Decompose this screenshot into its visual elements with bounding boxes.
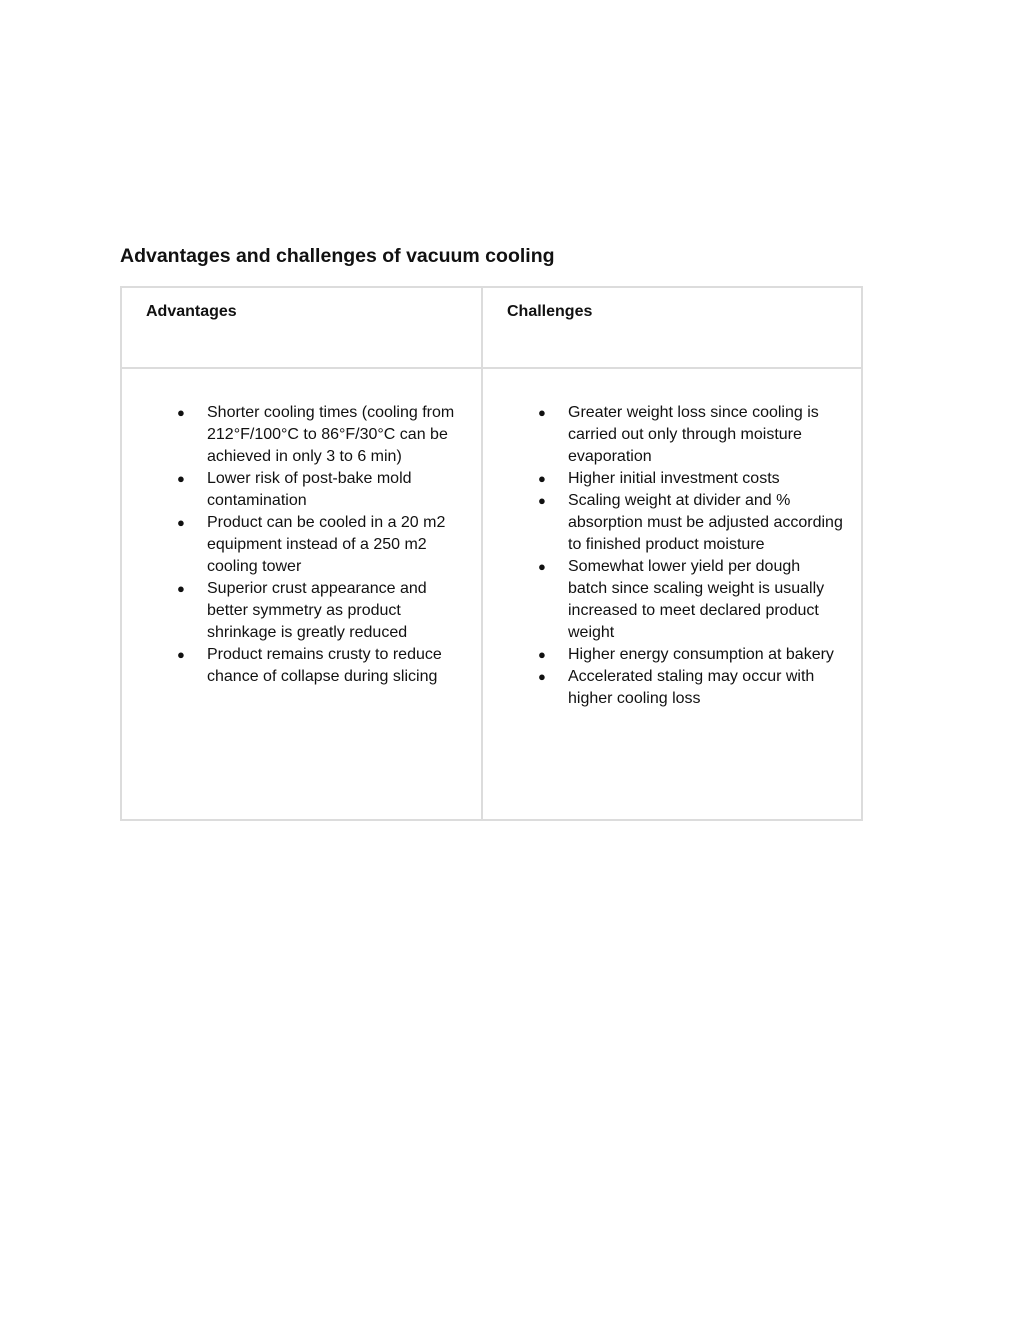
bullet-icon: ● [177, 515, 185, 530]
list-item [483, 556, 861, 644]
challenge-text: Accelerated staling may occur with higher cooling loss [568, 668, 815, 707]
challenge-text: Higher energy consumption at bakery [568, 646, 834, 663]
comparison-table [120, 286, 863, 821]
list-item [122, 512, 481, 578]
column-header-challenges: Challenges [507, 303, 593, 320]
bullet-icon: ● [538, 471, 546, 486]
bullet-icon: ● [177, 581, 185, 596]
advantage-text: Shorter cooling times (cooling from 212°F/100°C to 86°F/30°C can be achieved in only 3 to 6 min) [207, 404, 455, 465]
list-item [122, 468, 481, 512]
bullet-icon: ● [538, 493, 546, 508]
challenges-cell [482, 368, 862, 820]
list-item [122, 578, 481, 644]
list-item [483, 490, 861, 556]
bullet-icon: ● [177, 405, 185, 420]
advantage-text: Product remains crusty to reduce chance of collapse during slicing [207, 646, 442, 685]
advantages-list [122, 369, 481, 688]
bullet-icon: ● [538, 669, 546, 684]
header-cell-challenges [482, 287, 862, 368]
bullet-icon: ● [538, 647, 546, 662]
advantage-text: Lower risk of post-bake mold contamination [207, 470, 412, 509]
page-title: Advantages and challenges of vacuum cooling [120, 245, 555, 267]
bullet-icon: ● [538, 559, 546, 574]
advantages-cell [121, 368, 482, 820]
list-item [483, 666, 861, 710]
challenge-text: Somewhat lower yield per dough batch since scaling weight is usually increased to meet declared product weight [568, 558, 825, 641]
challenge-text: Greater weight loss since cooling is carried out only through moisture evaporation [568, 404, 819, 465]
header-cell-advantages [121, 287, 482, 368]
list-item [122, 402, 481, 468]
table-row [121, 368, 862, 820]
column-header-advantages: Advantages [146, 303, 237, 320]
advantage-text: Product can be cooled in a 20 m2 equipment instead of a 250 m2 cooling tower [207, 514, 446, 575]
list-item [483, 402, 861, 468]
list-item [122, 644, 481, 688]
challenge-text: Higher initial investment costs [568, 470, 780, 487]
challenge-text: Scaling weight at divider and % absorption must be adjusted according to finished product moisture [568, 492, 843, 553]
bullet-icon: ● [177, 647, 185, 662]
table-header-row [121, 287, 862, 368]
list-item [483, 644, 861, 666]
bullet-icon: ● [538, 405, 546, 420]
list-item [483, 468, 861, 490]
challenges-list [483, 369, 861, 710]
advantage-text: Superior crust appearance and better symmetry as product shrinkage is greatly reduced [207, 580, 427, 641]
bullet-icon: ● [177, 471, 185, 486]
